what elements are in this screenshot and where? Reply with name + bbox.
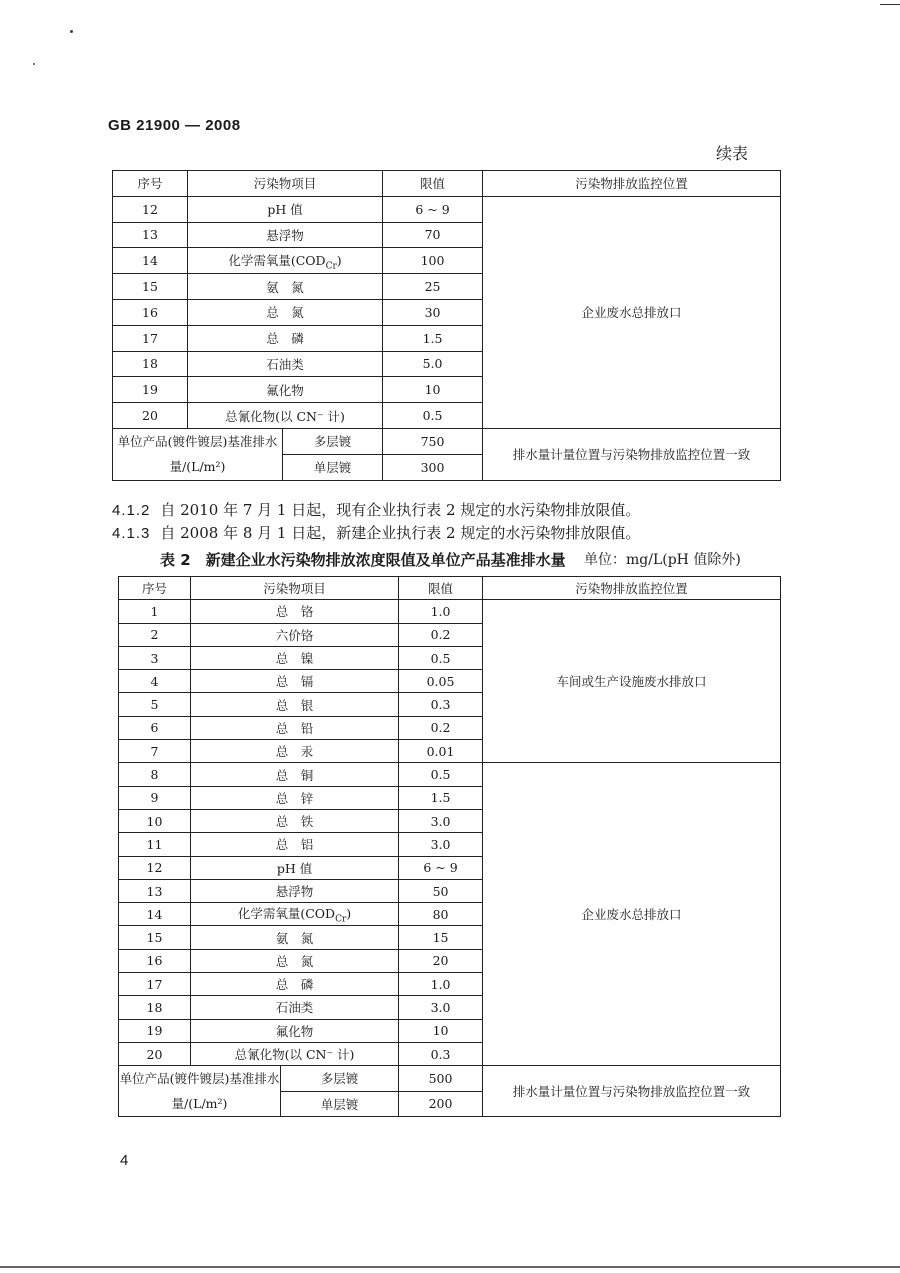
pollutant-item: 总 铁 [275, 814, 314, 830]
limit-value: 6 ~ 9 [399, 856, 483, 879]
pollutant-item-cell [191, 600, 399, 623]
row-number: 13 [119, 879, 191, 902]
scan-speck [33, 63, 35, 65]
row-number: 20 [119, 1042, 191, 1065]
limit-value: 0.3 [399, 693, 483, 716]
pollutant-item: 氟化物 [275, 1023, 314, 1039]
plating-type: 单层镀 [283, 454, 383, 480]
pollutant-item: 总氰化物(以 CN⁻ 计) [234, 1047, 355, 1063]
scan-edge-mark [880, 4, 900, 5]
pollutant-item-cell [191, 809, 399, 832]
pollutant-item-tail: ) [346, 906, 352, 922]
pollutant-item: 总 汞 [275, 744, 314, 760]
pollutant-item-cell [191, 740, 399, 763]
pollutant-item: 石油类 [266, 356, 304, 372]
page-number: 4 [120, 1152, 129, 1169]
continued-label: 续表 [716, 144, 749, 163]
pollutant-item: 总 磷 [266, 331, 304, 347]
pollutant-item: 总氰化物(以 CN⁻ 计) [225, 408, 345, 424]
row-number: 20 [113, 403, 188, 429]
plating-type: 多层镀 [283, 428, 383, 454]
clause-number: 4.1.3 [112, 525, 151, 542]
pollutant-item-cell [188, 299, 383, 325]
row-number: 5 [119, 693, 191, 716]
pollutant-item-cell [191, 646, 399, 669]
pollutant-item: 总 氮 [275, 953, 314, 969]
limit-value: 0.05 [399, 670, 483, 693]
row-number: 17 [113, 325, 188, 351]
row-number: 11 [119, 833, 191, 856]
monitor-location: 企业废水总排放口 [483, 763, 781, 1066]
volume-location: 排水量计量位置与污染物排放监控位置一致 [483, 428, 781, 480]
row-number: 19 [119, 1019, 191, 1042]
standard-code: GB 21900 — 2008 [108, 117, 241, 134]
row-number: 17 [119, 973, 191, 996]
pollutant-item-cell [188, 325, 383, 351]
pollutant-item-cell [191, 623, 399, 646]
pollutant-item-cell [188, 351, 383, 377]
plating-type: 单层镀 [281, 1091, 399, 1117]
pollutant-item: 氨 氮 [266, 279, 304, 295]
pollutant-item-cell [191, 926, 399, 949]
pollutant-item-subscript: Cr [325, 261, 337, 272]
pollutant-item-cell [191, 833, 399, 856]
pollutant-item: 悬浮物 [266, 227, 304, 243]
pollutant-item-cell [188, 196, 383, 222]
limit-value: 0.5 [399, 646, 483, 669]
limit-value: 0.5 [383, 403, 483, 429]
limit-value: 10 [383, 377, 483, 403]
monitor-location: 车间或生产设施废水排放口 [483, 600, 781, 763]
row-number: 14 [119, 903, 191, 926]
pollutant-item-cell [191, 786, 399, 809]
table-row [113, 196, 781, 222]
pollutant-item: 石油类 [275, 1000, 314, 1016]
pollutant-item: pH 值 [267, 202, 303, 218]
row-number: 18 [113, 351, 188, 377]
pollutant-item: 氟化物 [266, 382, 304, 398]
limit-value: 50 [399, 879, 483, 902]
limit-value: 1.0 [399, 973, 483, 996]
pollutant-item: 总 银 [275, 697, 314, 713]
row-number: 14 [113, 248, 188, 274]
table2-unit: 单位：mg/L(pH 值除外) [584, 552, 741, 568]
header-no: 序号 [113, 171, 188, 197]
table-header-row [113, 171, 781, 197]
row-number: 3 [119, 646, 191, 669]
plating-type: 多层镀 [281, 1066, 399, 1092]
pollutant-item: 化学需氧量(COD [228, 252, 326, 268]
row-number: 13 [113, 222, 188, 248]
scan-bottom-edge [0, 1266, 900, 1268]
limit-value: 20 [399, 949, 483, 972]
pollutant-item-cell [188, 248, 383, 274]
pollutant-item: 氨 氮 [275, 930, 314, 946]
limit-value: 3.0 [399, 996, 483, 1019]
limit-value: 0.01 [399, 740, 483, 763]
header-item: 污染物项目 [188, 171, 383, 197]
pollutant-item-cell [191, 903, 399, 926]
pollutant-item: 悬浮物 [275, 884, 314, 899]
pollutant-item: 总 铜 [275, 767, 314, 783]
row-number: 6 [119, 716, 191, 739]
limit-value: 0.5 [399, 763, 483, 786]
header-location: 污染物排放监控位置 [483, 171, 781, 197]
pollutant-item-cell [191, 973, 399, 996]
limit-value: 6 ~ 9 [383, 196, 483, 222]
pollutant-item: 总 铝 [275, 837, 314, 853]
volume-label: 单位产品(镀件镀层)基准排水量/(L/m²) [119, 1066, 281, 1117]
row-number: 15 [119, 926, 191, 949]
limit-value: 25 [383, 274, 483, 300]
header-limit: 限值 [383, 171, 483, 197]
row-number: 19 [113, 377, 188, 403]
clause-4-1-2 [112, 499, 640, 520]
pollutant-item-cell [191, 763, 399, 786]
pollutant-item: 总 锌 [275, 790, 314, 806]
clause-text: 自 2008 年 8 月 1 日起，新建企业执行表 2 规定的水污染物排放限值。 [160, 524, 641, 542]
pollutant-item: 化学需氧量(COD [237, 906, 336, 922]
limit-value: 1.0 [399, 600, 483, 623]
limit-value: 0.3 [399, 1042, 483, 1065]
limit-value: 70 [383, 222, 483, 248]
row-number: 15 [113, 274, 188, 300]
limit-value: 80 [399, 903, 483, 926]
row-number: 4 [119, 670, 191, 693]
row-number: 16 [119, 949, 191, 972]
volume-label: 单位产品(镀件镀层)基准排水量/(L/m²) [113, 428, 283, 480]
row-number: 1 [119, 600, 191, 623]
volume-location: 排水量计量位置与污染物排放监控位置一致 [483, 1066, 781, 1117]
row-number: 12 [119, 856, 191, 879]
pollutant-item-cell [191, 1019, 399, 1042]
limit-value: 0.2 [399, 716, 483, 739]
pollutant-item-subscript: Cr [335, 914, 347, 925]
pollutant-item-cell [188, 274, 383, 300]
volume-limit: 200 [399, 1091, 483, 1117]
pollutant-item-cell [191, 949, 399, 972]
row-number: 8 [119, 763, 191, 786]
pollutant-item-cell [188, 377, 383, 403]
volume-limit: 750 [383, 428, 483, 454]
table-row [119, 600, 781, 623]
header-location: 污染物排放监控位置 [483, 577, 781, 600]
volume-limit: 300 [383, 454, 483, 480]
table-header-row [119, 577, 781, 600]
row-number: 16 [113, 299, 188, 325]
pollutant-item-cell [191, 716, 399, 739]
limit-value: 3.0 [399, 833, 483, 856]
table-row [119, 763, 781, 786]
pollutant-item-cell [188, 222, 383, 248]
header-limit: 限值 [399, 577, 483, 600]
pollutant-item-cell [191, 1042, 399, 1065]
limit-value: 10 [399, 1019, 483, 1042]
limit-value: 30 [383, 299, 483, 325]
pollutant-item-cell [188, 403, 383, 429]
table-2 [118, 576, 781, 1117]
row-number: 18 [119, 996, 191, 1019]
row-number: 12 [113, 196, 188, 222]
clause-4-1-3 [112, 522, 640, 543]
limit-value: 15 [399, 926, 483, 949]
limit-value: 1.5 [399, 786, 483, 809]
pollutant-item: 总 磷 [275, 977, 314, 993]
pollutant-item: 总 镉 [275, 674, 314, 690]
volume-row [113, 428, 781, 454]
pollutant-item-tail: ) [336, 252, 342, 268]
pollutant-item: pH 值 [276, 860, 313, 876]
pollutant-item: 总 镍 [275, 651, 314, 667]
volume-row [119, 1066, 781, 1092]
clause-number: 4.1.2 [112, 502, 151, 519]
header-no: 序号 [119, 577, 191, 600]
clause-text: 自 2010 年 7 月 1 日起，现有企业执行表 2 规定的水污染物排放限值。 [160, 501, 641, 519]
pollutant-item-cell [191, 693, 399, 716]
table-continued [112, 170, 781, 481]
pollutant-item: 总 铅 [275, 720, 314, 736]
limit-value: 3.0 [399, 809, 483, 832]
limit-value: 100 [383, 248, 483, 274]
row-number: 9 [119, 786, 191, 809]
scan-speck [70, 30, 73, 33]
pollutant-item: 总 铬 [275, 604, 314, 620]
row-number: 10 [119, 809, 191, 832]
limit-value: 1.5 [383, 325, 483, 351]
table2-caption: 表 2 新建企业水污染物排放浓度限值及单位产品基准排水量 [160, 551, 566, 569]
pollutant-item-cell [191, 670, 399, 693]
limit-value: 5.0 [383, 351, 483, 377]
row-number: 2 [119, 623, 191, 646]
volume-limit: 500 [399, 1066, 483, 1092]
pollutant-item: 总 氮 [266, 305, 304, 321]
row-number: 7 [119, 740, 191, 763]
pollutant-item-cell [191, 996, 399, 1019]
header-item: 污染物项目 [191, 577, 399, 600]
pollutant-item: 六价铬 [275, 627, 314, 643]
monitor-location: 企业废水总排放口 [483, 196, 781, 428]
pollutant-item-cell [191, 856, 399, 879]
limit-value: 0.2 [399, 623, 483, 646]
pollutant-item-cell [191, 879, 399, 902]
